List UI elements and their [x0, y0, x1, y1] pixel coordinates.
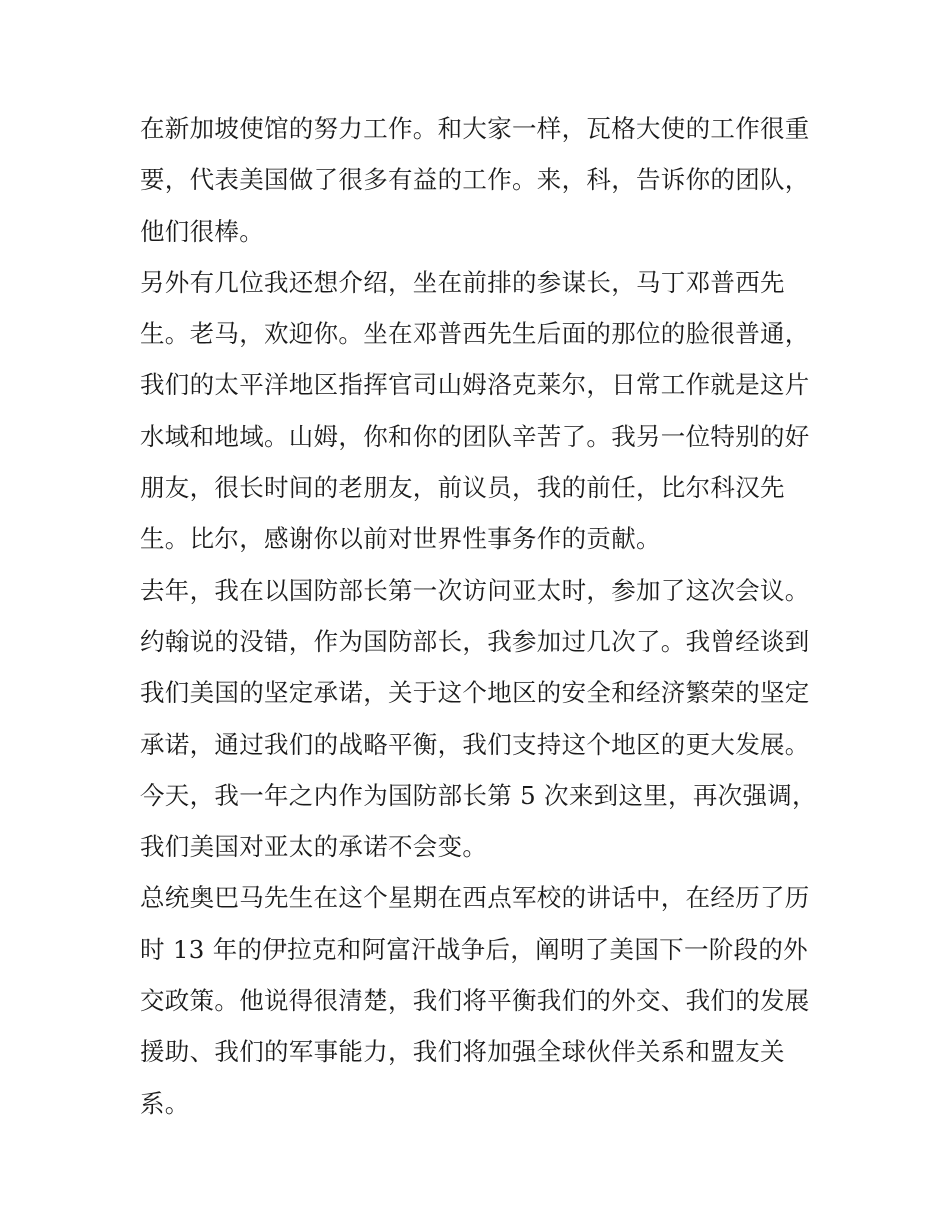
document-body [140, 103, 820, 1129]
paragraph-ambassador: 在新加坡使馆的努力工作。和大家一样，瓦格大使的工作很重要，代表美国做了很多有益的工作。来，科，告诉你的团队，他们很棒。 [140, 114, 810, 246]
paragraph-introductions: 另外有几位我还想介绍，坐在前排的参谋长，马丁邓普西先生。老马，欢迎你。坐在邓普西先生后面的那位的脸很普通，我们的太平洋地区指挥官司山姆洛克莱尔，日常工作就是这片水域和地域。山姆，你和你的团队辛苦了。我另一位特别的好朋友，很长时间的老朋友，前议员，我的前任，比尔科汉先生。比尔，感谢你以前对世界性事务作的贡献。 [140, 267, 810, 554]
paragraph-foreign-policy: 总统奥巴马先生在这个星期在西点军校的讲话中，在经历了历时 13 年的伊拉克和阿富汗战争后，阐明了美国下一阶段的外交政策。他说得很清楚，我们将平衡我们的外交、我们的发展援助、我们的军事能力，我们将加强全球伙伴关系和盟友关系。 [140, 883, 810, 1118]
paragraph-commitment: 去年，我在以国防部长第一次访问亚太时，参加了这次会议。约翰说的没错，作为国防部长，我参加过几次了。我曾经谈到我们美国的坚定承诺，关于这个地区的安全和经济繁荣的坚定承诺，通过我们的战略平衡，我们支持这个地区的更大发展。今天，我一年之内作为国防部长第 5 次来到这里，再次强调，我们美国对亚太的承诺不会变。 [140, 575, 817, 862]
